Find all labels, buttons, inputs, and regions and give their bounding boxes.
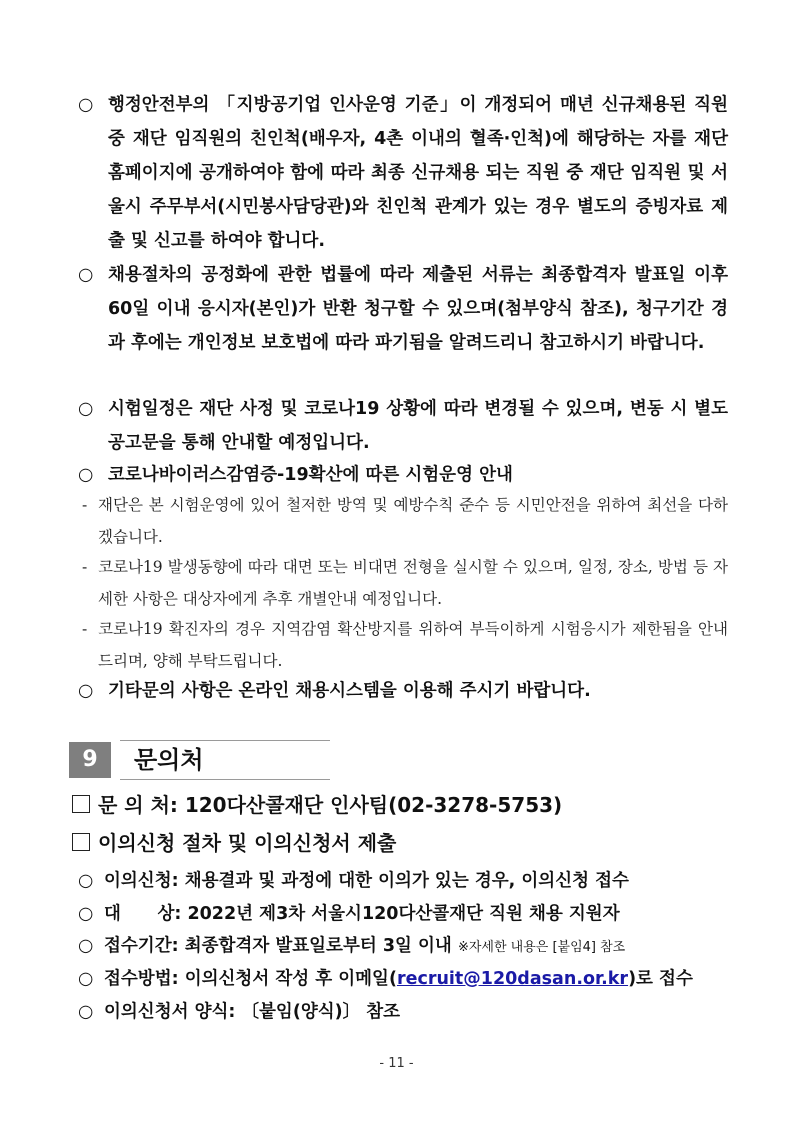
list-item-form <box>78 997 738 1027</box>
list-item-text: 접수방법: 이의신청서 작성 후 이메일( <box>104 969 397 989</box>
dash-text: 재단은 본 시험운영에 있어 철저한 방역 및 예방수칙 준수 등 시민안전을 위하여 최선을 다하겠습니다. <box>98 496 728 546</box>
list-item-text-after: )로 접수 <box>628 969 693 989</box>
objection-procedure-item <box>72 828 396 858</box>
list-item-target <box>78 899 738 929</box>
list-item-text: 대 상: 2022년 제3차 서울시120다산콜재단 직원 채용 지원자 <box>104 904 620 924</box>
circle-bullet: ○ <box>78 399 94 419</box>
list-item-text: 접수기간: 최종합격자 발표일로부터 3일 이내 <box>104 936 458 956</box>
list-item-text: 이의신청서 양식: 〔붙임(양식)〕 참조 <box>104 1002 401 1022</box>
list-item-text: 이의신청: 채용결과 및 과정에 대한 이의가 있는 경우, 이의신청 접수 <box>104 871 629 891</box>
covid-note-restriction <box>82 613 728 677</box>
dash-bullet: - <box>82 620 88 638</box>
list-item-method <box>78 964 738 994</box>
circle-bullet: ○ <box>78 871 94 891</box>
circle-bullet: ○ <box>78 904 94 924</box>
circle-bullet: ○ <box>78 95 94 115</box>
paragraph-text: 행정안전부의 「지방공기업 인사운영 기준」이 개정되어 매년 신규채용된 직원 중 재단 임직원의 친인척(배우자, 4촌 이내의 혈족·인척)에 해당하는 자를 재단 홈페이지에 공개하여야 함에 따라 최종 신규채용 되는 직원 중 재단 임직원 및 서울시 주무부서(시민봉사담당관)와 친인척 관계가 있는 경우 별도의 증빙자료 제출 및 신고를 하여야 합니다. <box>108 95 728 251</box>
notice-paragraph-relatives <box>78 88 728 258</box>
page-number: - 11 - <box>379 1056 414 1071</box>
checkbox-square-icon <box>72 795 90 813</box>
email-link[interactable]: recruit@120dasan.or.kr <box>396 969 629 989</box>
checkbox-square-icon <box>72 833 90 851</box>
notice-paragraph-covid <box>78 458 728 492</box>
notice-paragraph-document-return <box>78 258 728 360</box>
list-item-note: ※자세한 내용은 [붙임4] 참조 <box>457 940 626 955</box>
paragraph-text: 채용절차의 공정화에 관한 법률에 따라 제출된 서류는 최종합격자 발표일 이후 60일 이내 응시자(본인)가 반환 청구할 수 있으며(첨부양식 참조), 청구기간 경과 후에는 개인정보 보호법에 따라 파기됨을 알려드리니 참고하시기 바랍니다. <box>108 265 728 353</box>
paragraph-text: 코로나바이러스감염증-19확산에 따른 시험운영 안내 <box>108 465 513 485</box>
circle-bullet: ○ <box>78 1002 94 1022</box>
circle-bullet: ○ <box>78 936 94 956</box>
dash-text: 코로나19 발생동향에 따라 대면 또는 비대면 전형을 실시할 수 있으며, 일정, 장소, 방법 등 자세한 사항은 대상자에게 추후 개별안내 예정입니다. <box>98 558 728 608</box>
contact-text: 문 의 처: 120다산콜재단 인사팀(02-3278-5753) <box>98 793 563 817</box>
dash-bullet: - <box>82 558 88 576</box>
list-item-period <box>78 931 738 963</box>
circle-bullet: ○ <box>78 265 94 285</box>
circle-bullet: ○ <box>78 969 94 989</box>
notice-paragraph-inquiry <box>78 674 728 708</box>
objection-procedure-text: 이의신청 절차 및 이의신청서 제출 <box>98 831 397 855</box>
circle-bullet: ○ <box>78 681 94 701</box>
section-number: 9 <box>69 742 111 778</box>
list-item-objection <box>78 866 738 896</box>
dash-bullet: - <box>82 496 88 514</box>
covid-note-format <box>82 551 728 615</box>
paragraph-text: 기타문의 사항은 온라인 채용시스템을 이용해 주시기 바랍니다. <box>108 681 591 701</box>
section-title: 문의처 <box>134 746 204 774</box>
contact-item <box>72 790 562 820</box>
covid-note-safety <box>82 489 728 553</box>
circle-bullet: ○ <box>78 465 94 485</box>
paragraph-text: 시험일정은 재단 사정 및 코로나19 상황에 따라 변경될 수 있으며, 변동 시 별도 공고문을 통해 안내할 예정입니다. <box>108 399 728 453</box>
notice-paragraph-schedule <box>78 392 728 460</box>
dash-text: 코로나19 확진자의 경우 지역감염 확산방지를 위하여 부득이하게 시험응시가 제한됨을 안내드리며, 양해 부탁드립니다. <box>98 620 728 670</box>
